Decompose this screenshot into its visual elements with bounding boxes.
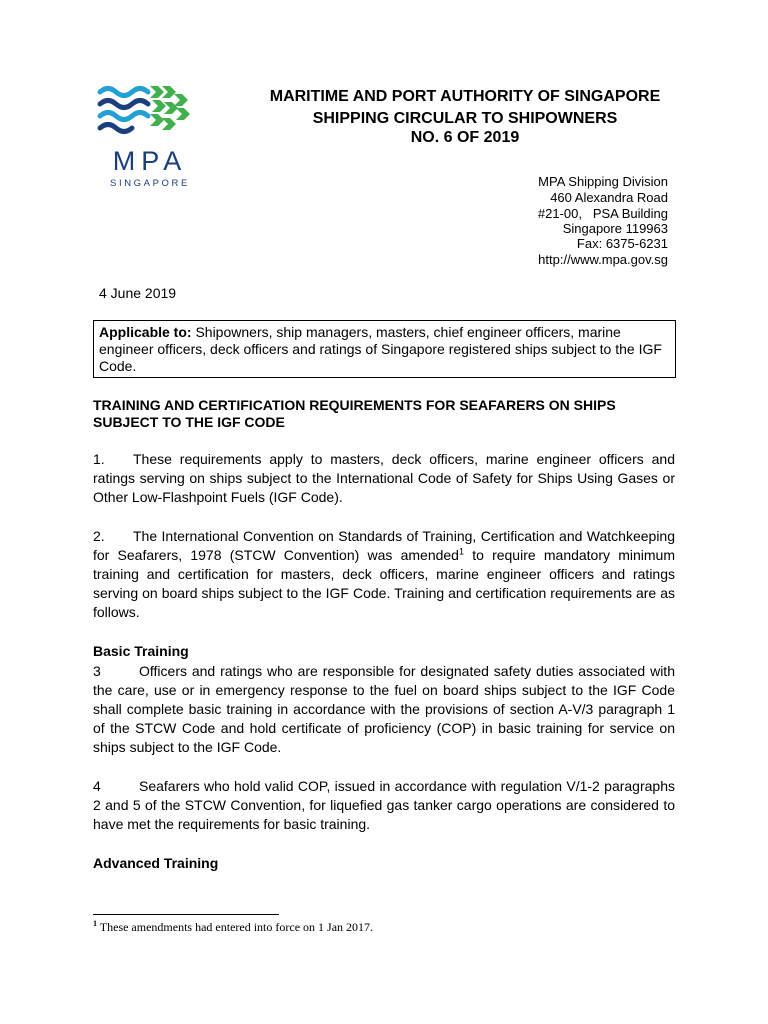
- paragraph-text: The International Convention on Standards of Training, Certification and Watchkeeping for Seafarers, 1978 (STCW Convention) was amended: [93, 528, 675, 563]
- applicable-box: [93, 320, 676, 378]
- paragraph-text: Seafarers who hold valid COP, issued in accordance with regulation V/1-2 paragraphs 2 and 5 of the STCW Convention, for liquefied gas tanker cargo operations are considered to have met the requirements for basic training.: [93, 778, 675, 832]
- footnote-ref[interactable]: 1: [458, 546, 464, 557]
- section-title: TRAINING AND CERTIFICATION REQUIREMENTS FOR SEAFARERS ON SHIPS SUBJECT TO THE IGF CODE: [93, 397, 616, 430]
- applicable-text: Shipowners, ship managers, masters, chief engineer officers, marine engineer officers, deck officers and ratings of Singapore registered ships subject to the IGF Code.: [99, 324, 662, 374]
- advanced-training-heading: Advanced Training: [93, 855, 219, 871]
- footnote-text: These amendments had entered into force on 1 Jan 2017.: [97, 920, 374, 934]
- address-url[interactable]: http://www.mpa.gov.sg: [538, 252, 668, 267]
- paragraph-4: [93, 777, 675, 834]
- paragraph-number: 4: [93, 778, 101, 794]
- address-division: MPA Shipping Division: [538, 174, 668, 189]
- authority-title: MARITIME AND PORT AUTHORITY OF SINGAPORE: [269, 88, 661, 105]
- footnote: [93, 920, 373, 935]
- logo-wordmark: MPA: [112, 146, 188, 176]
- footnote-divider: [93, 914, 279, 915]
- circular-number: NO. 6 OF 2019: [410, 129, 520, 146]
- address-city: Singapore 119963: [562, 221, 668, 236]
- basic-training-heading: Basic Training: [93, 643, 189, 659]
- address-fax: Fax: 6375-6231: [576, 236, 668, 251]
- paragraph-3: [93, 662, 675, 757]
- paragraph-number: 3: [93, 663, 101, 679]
- paragraph-2: [93, 527, 675, 622]
- paragraph-number: 1.: [93, 451, 105, 467]
- address-unit: #21-00, PSA Building: [537, 206, 668, 221]
- paragraph-text: These requirements apply to masters, deck officers, marine engineer officers and ratings serving on ships subject to the International Code of Safety for Ships Using Gases or Other Low-Flashpoint Fuels (IGF Code).: [93, 451, 675, 505]
- paragraph-number: 2.: [93, 528, 105, 544]
- address-street: 460 Alexandra Road: [550, 190, 668, 205]
- paragraph-text: Officers and ratings who are responsible for designated safety duties associated with the care, use or in emergency response to the fuel on board ships subject to the IGF Code shall complete basic training in accordance with the provisions of section A-V/3 paragraph 1 of the STCW Code and hold certificate of proficiency (COP) in basic training for service on ships subject to the IGF Code.: [93, 663, 675, 755]
- applicable-label: Applicable to:: [99, 324, 192, 340]
- circular-title: SHIPPING CIRCULAR TO SHIPOWNERS: [312, 110, 618, 127]
- circular-date: 4 June 2019: [99, 285, 177, 301]
- logo-subtitle: SINGAPORE: [110, 178, 190, 189]
- footnote-mark: 1: [93, 919, 97, 928]
- paragraph-1: [93, 450, 675, 507]
- paragraph-text-cont: to require mandatory minimum training and certification for masters, deck officers, marine engineer officers and ratings serving on board ships subject to the IGF Code. Training and certification requirements are as follows.: [93, 547, 675, 620]
